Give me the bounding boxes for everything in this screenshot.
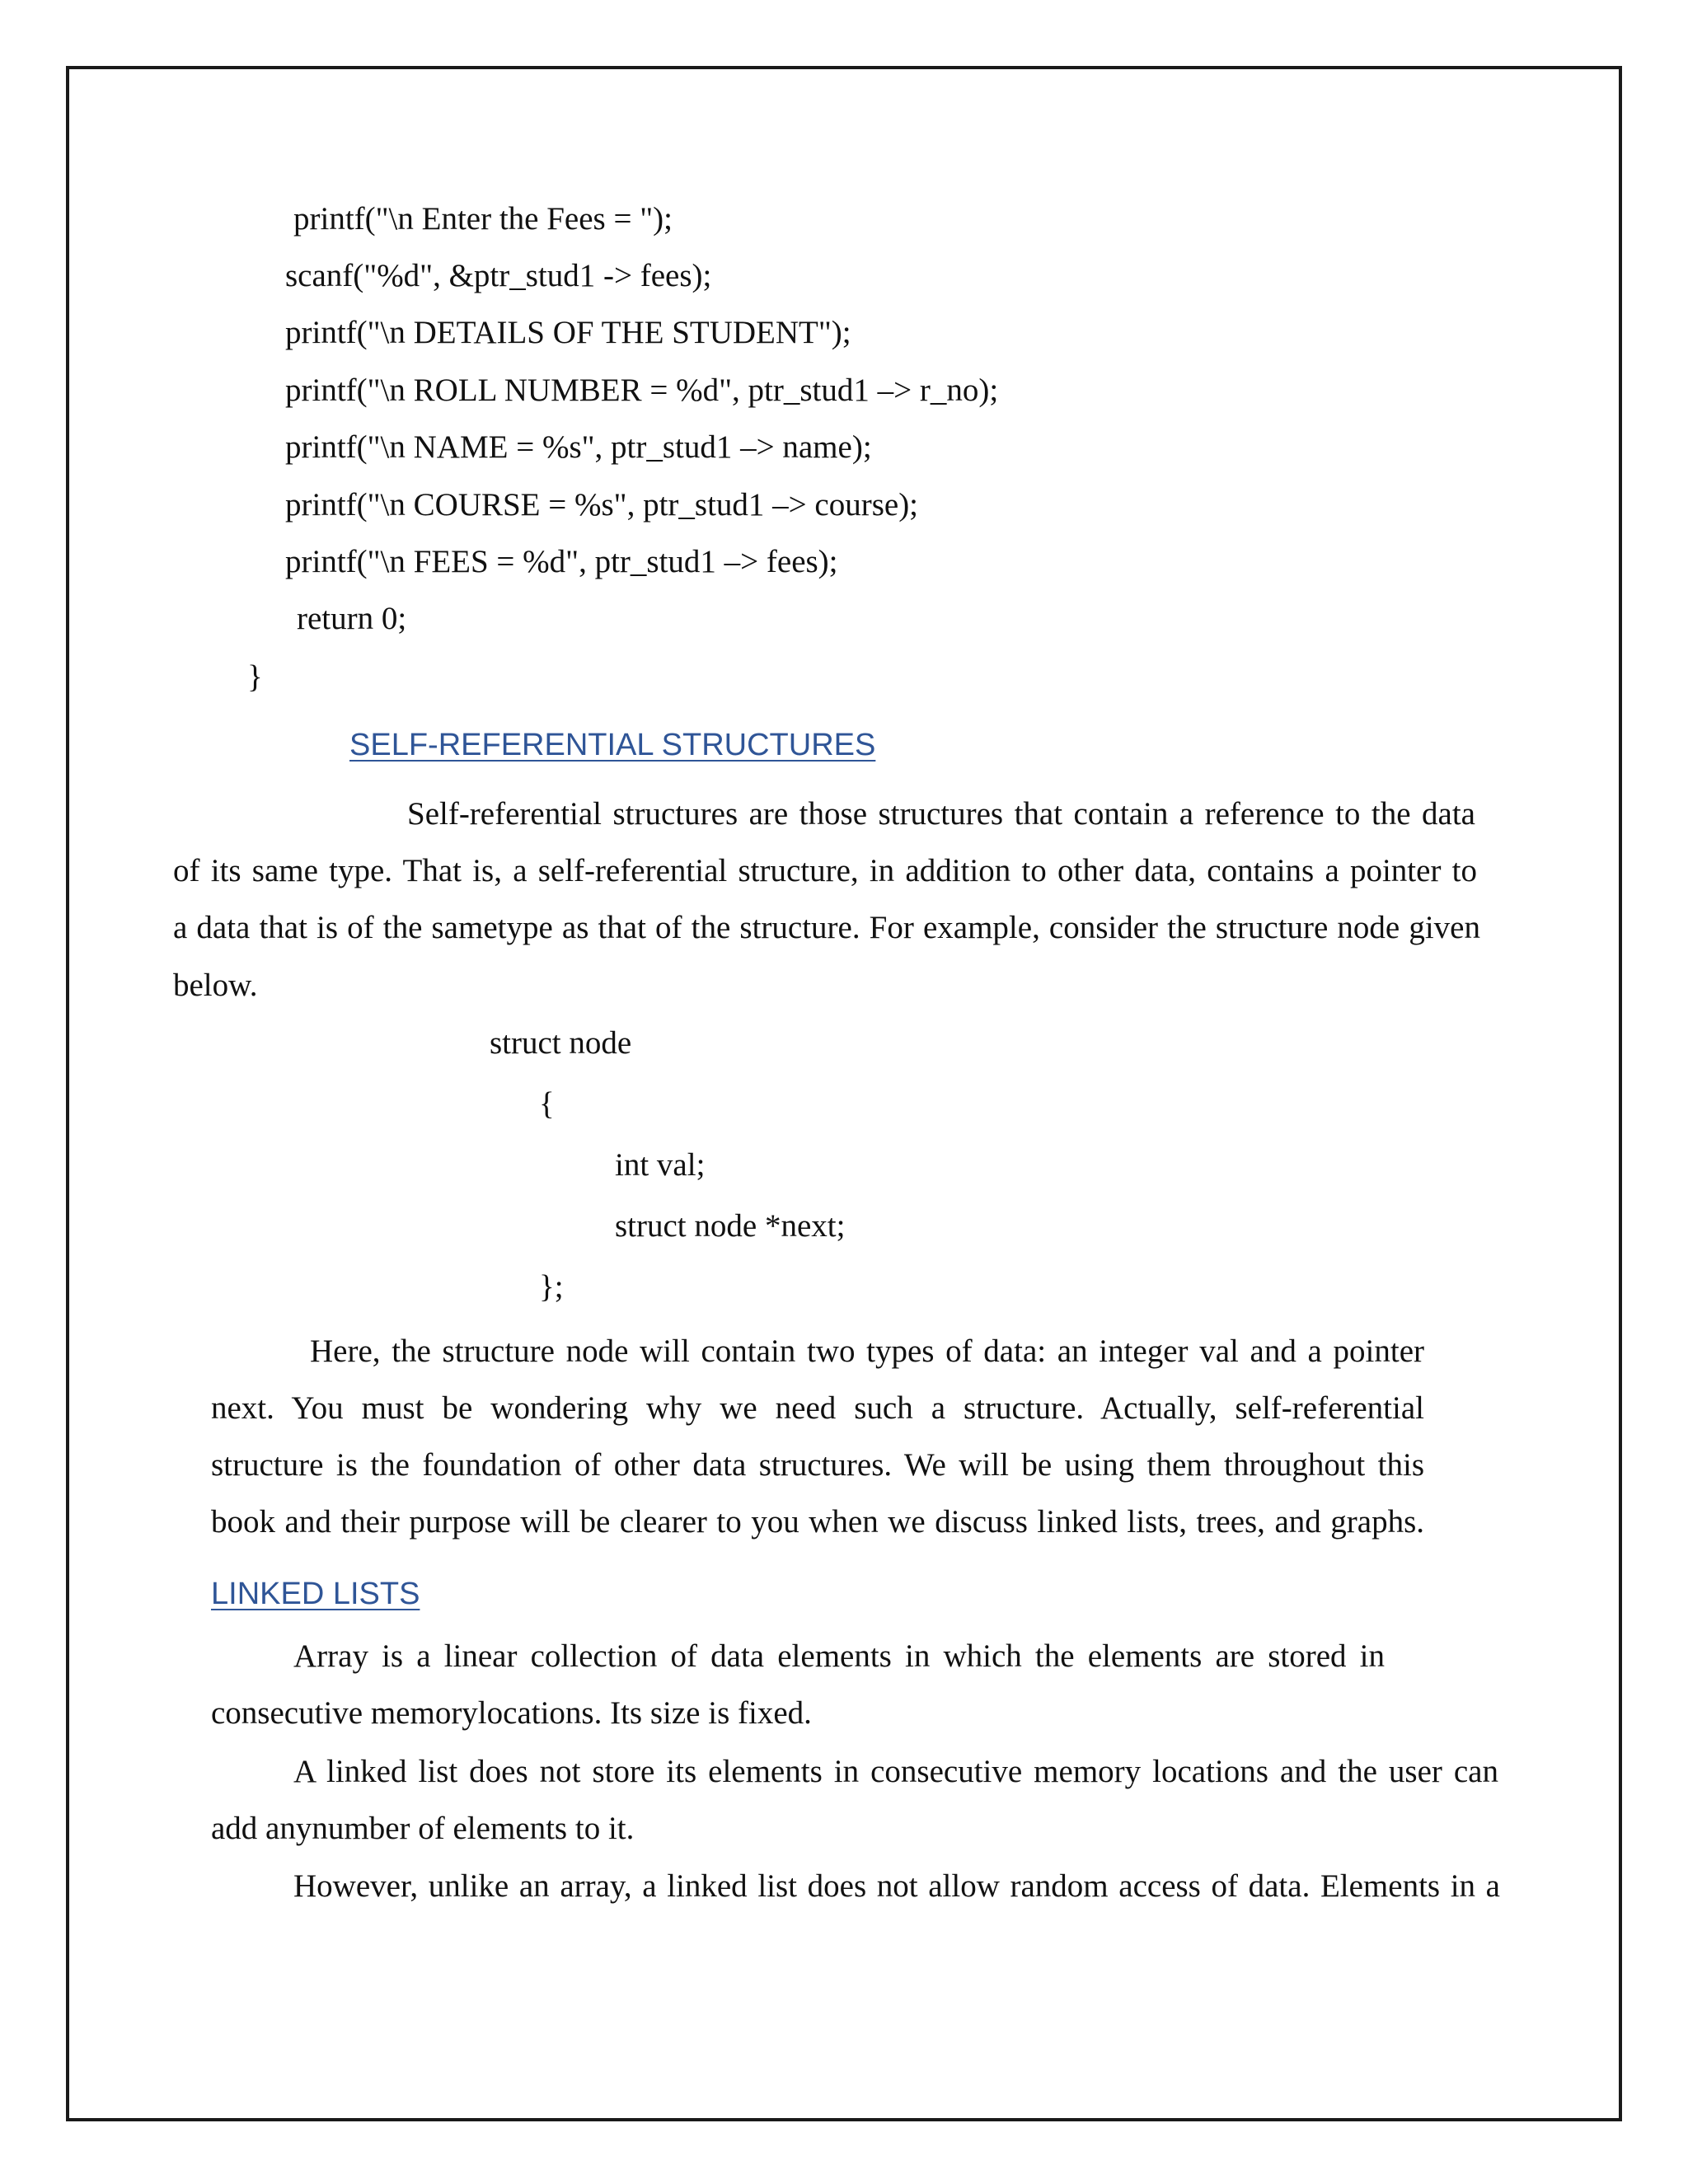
code-line: printf("\n ROLL NUMBER = %d", ptr_stud1 –> r_no); — [285, 373, 999, 408]
paragraph-line: add anynumber of elements to it. — [211, 1811, 635, 1846]
code-line: scanf("%d", &ptr_stud1 -> fees); — [285, 258, 712, 293]
code-line: printf("\n NAME = %s", ptr_stud1 –> name); — [285, 429, 872, 465]
paragraph-line: next. You must be wondering why we need such a structure. Actually, self-referential — [211, 1390, 1424, 1426]
paragraph-line: Array is a linear collection of data elements in which the elements are stored in — [293, 1638, 1385, 1674]
paragraph-line: Self-referential structures are those structures that contain a reference to the data — [407, 796, 1475, 832]
code-line: int val; — [615, 1147, 706, 1183]
paragraph-line: consecutive memorylocations. Its size is fixed. — [211, 1695, 812, 1731]
code-line: struct node *next; — [615, 1208, 846, 1244]
code-line: { — [539, 1086, 555, 1122]
paragraph-line: A linked list does not store its elements in consecutive memory locations and the user can — [293, 1754, 1498, 1789]
code-line: }; — [539, 1269, 564, 1305]
paragraph-line: structure is the foundation of other data structures. We will be using them throughout this — [211, 1447, 1424, 1483]
paragraph-line: Here, the structure node will contain two types of data: an integer val and a pointer — [310, 1333, 1424, 1369]
section-heading-linked-lists: LINKED LISTS — [211, 1577, 420, 1611]
paragraph-line: book and their purpose will be clearer to you when we discuss linked lists, trees, and graphs. — [211, 1504, 1424, 1540]
paragraph-line: However, unlike an array, a linked list does not allow random access of data. Elements in a — [293, 1868, 1500, 1904]
section-heading-self-referential: SELF-REFERENTIAL STRUCTURES — [349, 728, 876, 762]
paragraph-line: of its same type. That is, a self-referential structure, in addition to other data, contains a pointer to — [173, 853, 1477, 888]
code-line: return 0; — [297, 601, 407, 636]
code-line: } — [247, 659, 263, 695]
paragraph-line: below. — [173, 968, 258, 1003]
code-line: struct node — [490, 1025, 632, 1061]
code-line: printf("\n FEES = %d", ptr_stud1 –> fees); — [285, 544, 838, 579]
code-line: printf("\n Enter the Fees = "); — [293, 201, 673, 237]
code-line: printf("\n DETAILS OF THE STUDENT"); — [285, 315, 851, 350]
paragraph-line: a data that is of the sametype as that of the structure. For example, consider the structure node given — [173, 910, 1480, 945]
code-line: printf("\n COURSE = %s", ptr_stud1 –> course); — [285, 487, 919, 523]
